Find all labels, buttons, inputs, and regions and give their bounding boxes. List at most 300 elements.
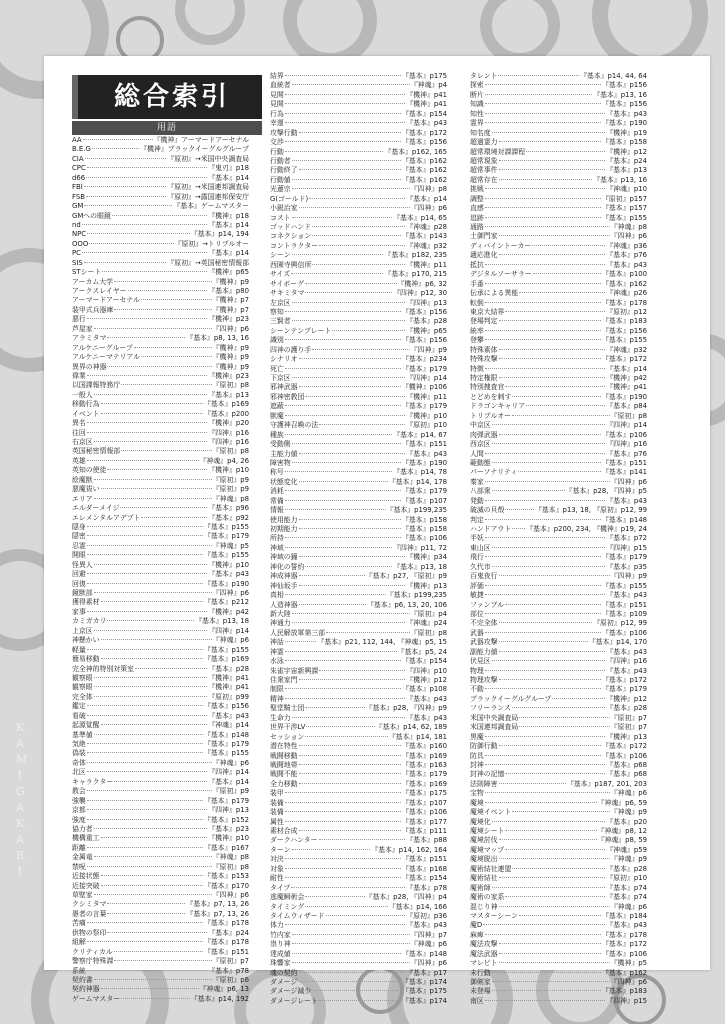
dot-leader — [299, 519, 401, 520]
index-reference: 『神魂』p4 — [410, 81, 447, 90]
dot-leader — [94, 479, 212, 480]
index-term: 死亡 — [270, 364, 284, 373]
dot-leader — [299, 679, 406, 680]
index-entry — [470, 563, 647, 572]
index-reference: 『機神』p65 — [208, 268, 249, 277]
dot-leader — [82, 224, 208, 225]
index-reference: 『基本』p155 — [203, 749, 249, 758]
index-entry — [470, 317, 647, 326]
index-entry — [270, 704, 447, 713]
index-term: サイボーグ — [270, 279, 304, 288]
index-reference: 『原初』p36 — [406, 911, 447, 920]
dot-leader — [485, 103, 601, 104]
dot-leader — [305, 566, 392, 567]
dot-leader — [312, 226, 405, 227]
index-entry — [470, 685, 647, 694]
index-reference: 『基本』p179 — [401, 364, 447, 373]
dot-leader — [485, 1000, 606, 1001]
index-entry — [72, 825, 249, 834]
index-entry — [72, 278, 249, 287]
index-entry — [270, 818, 447, 827]
index-term: 観察眼 — [72, 683, 93, 692]
index-term: 組解 — [72, 938, 86, 947]
dot-leader — [526, 405, 605, 406]
index-reference: 『機神』p10 — [208, 560, 249, 569]
index-term: 神通力 — [270, 619, 291, 628]
dot-leader — [485, 792, 610, 793]
index-reference: 『基本』p175 — [401, 789, 447, 798]
index-reference: 『基本』p160 — [401, 742, 447, 751]
dot-leader — [505, 386, 605, 387]
index-term: 魔境脱出 — [470, 855, 498, 864]
index-term: キャラクター — [72, 777, 114, 786]
index-reference: 『四神』p14 — [208, 626, 249, 635]
dot-leader — [492, 490, 565, 491]
index-reference: 『基本』p151 — [601, 600, 647, 609]
index-reference: 『基本』p13, 16 — [593, 175, 647, 184]
index-term: 属性 — [270, 817, 284, 826]
index-reference: 『基本』p43 — [606, 496, 647, 505]
index-term: 麻痺 — [470, 930, 484, 939]
dot-leader — [87, 941, 203, 942]
index-term: 西京区 — [470, 440, 491, 449]
dot-leader — [101, 658, 203, 659]
index-term: トリプルオー — [470, 411, 512, 420]
index-term: タイミング — [270, 902, 305, 911]
index-entry — [270, 270, 447, 279]
index-term: 伝承による異能 — [470, 289, 519, 298]
index-entry — [72, 495, 249, 504]
index-term: 断片 — [470, 90, 484, 99]
index-entry — [270, 100, 447, 109]
index-reference: 『四神』p16 — [606, 440, 647, 449]
dot-leader — [298, 981, 400, 982]
index-reference: 『基本』p183 — [601, 987, 647, 996]
index-term: 魔境マップ — [470, 845, 505, 854]
index-entry — [270, 204, 447, 213]
index-entry — [470, 931, 647, 940]
dot-leader — [485, 113, 606, 114]
index-entry — [470, 497, 647, 506]
dot-leader — [319, 245, 405, 246]
dot-leader — [499, 679, 601, 680]
index-term: 挑戦 — [470, 185, 484, 194]
index-reference: 『基本』p28 — [208, 664, 249, 673]
index-reference: 『基本』p143 — [401, 232, 447, 241]
index-entry — [270, 251, 447, 260]
index-term: タイムウィザード — [270, 911, 325, 920]
index-term: 下京区 — [270, 374, 291, 382]
index-reference: 『原初』p4 — [410, 609, 447, 618]
dot-leader — [121, 450, 211, 451]
dot-leader — [492, 981, 610, 982]
dot-leader — [326, 632, 410, 633]
index-term: 竹内家 — [270, 930, 291, 939]
index-reference: 『機神』p10 — [208, 834, 249, 843]
dot-leader — [485, 283, 601, 284]
dot-leader — [485, 755, 601, 756]
index-term: 戦闘不能 — [270, 770, 298, 779]
index-reference: 『基本』p156 — [401, 307, 447, 316]
index-term: 小鋭治家 — [270, 204, 298, 213]
index-term: 新大陸 — [270, 609, 291, 618]
dot-leader — [107, 913, 185, 914]
index-term: 知性 — [470, 109, 484, 118]
index-reference: 『機神』p106 — [401, 383, 447, 392]
dot-leader — [112, 215, 207, 216]
dot-leader — [83, 139, 153, 140]
index-reference: 『基本』p100 — [601, 270, 647, 279]
index-entry — [270, 667, 447, 676]
index-reference: 『基本』p154 — [401, 109, 447, 118]
index-reference: 『基本』p162 — [401, 175, 447, 184]
index-reference: 『基本』p148 — [601, 515, 647, 524]
index-reference: 『神魂』p6 — [410, 940, 447, 949]
index-reference: 『基本』p14 — [406, 194, 447, 203]
index-term: 忍霊 — [72, 541, 86, 550]
dot-leader — [519, 717, 609, 718]
index-term: 偉業 — [72, 371, 86, 380]
index-reference: 『基本』p43 — [208, 570, 249, 579]
index-entry — [270, 336, 447, 345]
index-term: 怪異人 — [72, 560, 93, 569]
index-entry — [270, 903, 447, 912]
dot-leader — [485, 122, 601, 123]
dot-leader — [512, 811, 609, 812]
index-reference: 『神魂』p14 — [208, 721, 249, 730]
index-reference: 『神魂』p5 — [212, 541, 249, 550]
index-entry — [470, 289, 647, 298]
dot-leader — [94, 630, 208, 631]
index-entry — [270, 874, 447, 883]
index-reference: 『機神』p34 — [406, 553, 447, 562]
dot-leader — [84, 262, 167, 263]
index-reference: 『原初』p9 — [212, 485, 249, 494]
index-reference: 『原初』p8 — [410, 628, 447, 637]
index-term: 副能力値 — [470, 647, 498, 656]
index-entry — [270, 638, 447, 647]
index-term: SIS — [72, 258, 83, 267]
dot-leader — [94, 394, 208, 395]
index-term: 魔境シート — [470, 827, 505, 835]
index-entry — [470, 648, 647, 657]
dot-leader — [94, 592, 212, 593]
dot-leader — [285, 821, 401, 822]
index-term: 神仙坂手 — [270, 581, 298, 590]
index-reference: 『機神』p13 — [406, 581, 447, 590]
dot-leader — [299, 830, 401, 831]
index-column-2 — [270, 72, 447, 1006]
index-entry — [470, 393, 647, 402]
index-reference: 『基本』p14 — [208, 777, 249, 786]
index-term: 隠密 — [72, 532, 86, 541]
index-entry — [470, 921, 647, 930]
index-term: クシミタマ — [72, 900, 107, 909]
index-term: 神域 — [270, 543, 284, 552]
index-term: カミガカリ — [72, 617, 107, 626]
index-term: 百鬼夜行 — [470, 572, 498, 581]
index-entry — [72, 919, 249, 928]
index-entry — [72, 287, 249, 296]
dot-leader — [305, 396, 405, 397]
index-entry — [72, 429, 249, 438]
dot-leader — [505, 849, 605, 850]
dot-leader — [485, 585, 601, 586]
index-term: 不動 — [470, 685, 484, 694]
index-term: 奇体 — [72, 758, 86, 767]
index-entry — [470, 676, 647, 685]
index-term: 英国秘密情報部 — [72, 447, 121, 456]
index-term: 聖堂騎士団 — [270, 704, 305, 713]
dot-leader — [114, 309, 211, 310]
index-entry — [270, 402, 447, 411]
index-entry — [72, 193, 249, 202]
index-term: 八部衆 — [470, 487, 491, 496]
dot-leader — [285, 811, 401, 812]
index-entry — [270, 148, 447, 157]
index-reference: 『機神』p12 — [406, 676, 447, 684]
dot-leader — [87, 771, 208, 772]
dot-leader — [101, 875, 203, 876]
index-reference: 『基本』p162 — [601, 279, 647, 288]
index-reference: 『基本』p162 — [401, 156, 447, 165]
index-entry — [72, 759, 249, 768]
dot-leader — [87, 743, 203, 744]
dot-leader — [299, 207, 410, 208]
dot-leader — [485, 84, 601, 85]
index-entry — [270, 516, 447, 525]
index-term: 使用能力 — [270, 515, 298, 524]
index-entry — [72, 882, 249, 891]
index-reference: 『基本』p43 — [606, 921, 647, 930]
dot-leader — [332, 330, 405, 331]
dot-leader — [94, 828, 208, 829]
index-reference: 『基本』p14, 181 — [388, 732, 447, 741]
dot-leader — [492, 821, 606, 822]
index-reference: 『原初』→露国連邦保安庁 — [167, 192, 249, 201]
index-entry — [72, 363, 249, 372]
index-entry — [470, 487, 647, 496]
index-entry — [72, 174, 249, 183]
index-term: 情報 — [270, 506, 284, 515]
index-entry — [72, 683, 249, 692]
index-entry — [470, 478, 647, 487]
dot-leader — [87, 432, 208, 433]
dot-leader — [94, 441, 208, 442]
index-term: 中京区 — [470, 421, 491, 430]
dot-leader — [499, 434, 601, 435]
index-entry — [72, 797, 249, 806]
dot-leader — [499, 962, 610, 963]
index-reference: 『基本』p177 — [401, 817, 447, 826]
index-term: 見開 — [270, 90, 284, 99]
index-entry — [270, 553, 447, 562]
index-entry — [470, 836, 647, 845]
dot-leader — [107, 469, 207, 470]
index-term: 行動終了 — [270, 166, 298, 175]
index-term: STシート — [72, 268, 102, 277]
index-entry — [270, 676, 447, 685]
dot-leader — [485, 481, 610, 482]
index-reference: 『基本』p43 — [606, 109, 647, 118]
index-term: 封神の記憶 — [470, 770, 505, 779]
index-reference: 『基本』p155 — [203, 522, 249, 531]
index-entry — [270, 459, 447, 468]
dot-leader — [305, 896, 364, 897]
index-reference: 『基本』p14, 192 — [190, 994, 249, 1003]
index-term: 戦闘移動 — [270, 751, 298, 760]
index-entry — [470, 440, 647, 449]
index-entry — [270, 846, 447, 855]
dot-leader — [86, 196, 166, 197]
index-entry — [72, 391, 249, 400]
index-term: とどめを刺す — [470, 392, 512, 401]
index-reference: 『基本』p156 — [203, 702, 249, 711]
index-entry — [270, 987, 447, 996]
index-entry — [72, 504, 249, 513]
index-entry — [470, 270, 647, 279]
index-entry — [72, 381, 249, 390]
index-entry — [270, 487, 447, 496]
index-entry — [72, 230, 249, 239]
index-entry — [470, 129, 647, 138]
index-term: コネクション — [270, 232, 312, 241]
index-term: OOO — [72, 239, 89, 248]
index-reference: 『基本』p157 — [601, 204, 647, 213]
index-entry — [470, 91, 647, 100]
index-term: 魔術の家系 — [470, 893, 505, 902]
index-reference: 『基本』p199,235 — [386, 591, 447, 600]
index-term: 邪神武器 — [270, 383, 298, 392]
index-term: 鑑定 — [72, 702, 86, 711]
dot-leader — [114, 960, 211, 961]
dot-leader — [299, 481, 388, 482]
dot-leader — [107, 932, 207, 933]
dot-leader — [94, 979, 212, 980]
index-reference: 『基本』p8, 13, 16 — [186, 334, 249, 343]
index-term: GM — [72, 202, 84, 211]
index-reference: 『基本』p106 — [601, 949, 647, 958]
index-entry — [470, 72, 647, 81]
index-term: FSB — [72, 192, 85, 201]
dot-leader — [492, 566, 606, 567]
dot-leader — [485, 94, 592, 95]
index-reference: 『機神』p7 — [212, 305, 249, 314]
dot-leader — [285, 651, 397, 652]
index-term: 評価 — [470, 581, 484, 590]
index-term: 魔境 — [470, 798, 484, 807]
index-entry — [470, 733, 647, 742]
index-reference: 『基本』p7, 13, 26 — [186, 909, 249, 918]
index-entry — [270, 81, 447, 90]
index-entry — [72, 410, 249, 419]
dot-leader — [87, 167, 208, 168]
index-reference: 『四神』p6 — [610, 477, 647, 486]
index-term: 英雄 — [72, 456, 86, 465]
index-entry — [470, 742, 647, 751]
dot-leader — [285, 594, 386, 595]
index-reference: 『基本』p43 — [406, 449, 447, 458]
index-reference: 『原初』p6 — [212, 975, 249, 984]
index-reference: 『機神』p11 — [406, 392, 447, 401]
index-entry — [470, 808, 647, 817]
index-entry — [270, 176, 447, 185]
dot-leader — [285, 868, 401, 869]
dot-leader — [519, 726, 609, 727]
index-reference: 『四神』p14 — [208, 768, 249, 777]
index-reference: 『原初』p157 — [601, 194, 647, 203]
index-term: 往回 — [72, 428, 86, 437]
dot-leader — [285, 368, 401, 369]
dot-leader — [519, 292, 605, 293]
index-term: 魔境化 — [470, 817, 491, 826]
index-term: シーン — [270, 251, 291, 260]
dot-leader — [87, 762, 212, 763]
index-term: 上京区 — [72, 626, 93, 635]
index-reference: 『基本』p14, 62, 189 — [375, 723, 447, 732]
index-reference: 『基本』p14, 194 — [190, 230, 249, 239]
index-term: アルケニーマテリアル — [72, 353, 140, 362]
index-entry — [470, 346, 647, 355]
dot-leader — [87, 790, 212, 791]
index-reference: 『基本』p172 — [601, 355, 647, 364]
index-term: シナリオ — [270, 355, 298, 364]
index-reference: 『原初』p10 — [406, 421, 447, 430]
index-term: 祟り神 — [270, 940, 291, 949]
index-reference: 『神魂』p28 — [406, 223, 447, 231]
index-entry — [470, 308, 647, 317]
index-term: 知識 — [470, 100, 484, 109]
index-entry — [72, 532, 249, 541]
index-reference: 『四神』p12, 30 — [393, 289, 447, 298]
index-reference: 『基本』p155 — [203, 645, 249, 654]
index-term: 武器攻撃 — [470, 638, 498, 647]
index-reference: 『基本』p151 — [203, 947, 249, 956]
dot-leader — [87, 554, 203, 555]
index-reference: 『原初』→英国秘密情報部 — [167, 258, 249, 267]
dot-leader — [505, 311, 605, 312]
index-term: ファンブル — [470, 600, 505, 609]
index-reference: 『四神』p13 — [406, 298, 447, 307]
dot-leader — [107, 903, 185, 904]
index-entry — [72, 957, 249, 966]
index-reference: 『基本』p172 — [601, 676, 647, 684]
dot-leader — [512, 415, 610, 416]
index-term: シーンテンプレート — [270, 326, 332, 335]
index-reference: 『基本』p199,235 — [386, 506, 447, 515]
index-reference: 『基本』p106 — [601, 430, 647, 439]
dot-leader — [499, 858, 610, 859]
index-entry — [270, 723, 447, 732]
index-term: セッション — [270, 732, 305, 741]
index-reference: 『基本』p190 — [601, 392, 647, 401]
dot-leader — [305, 736, 387, 737]
index-reference: 『基本』p169 — [401, 779, 447, 788]
index-reference: 『神魂』p4, 26 — [199, 456, 249, 465]
index-entry — [72, 523, 249, 532]
index-entry — [72, 608, 249, 617]
index-reference: 『基本』p179 — [203, 532, 249, 541]
index-reference: 『機神』p9 — [212, 353, 249, 362]
dot-leader — [326, 915, 406, 916]
index-term: イベント — [72, 409, 100, 418]
index-reference: 『基本』p72 — [606, 534, 647, 543]
index-entry — [72, 674, 249, 683]
dot-leader — [485, 594, 606, 595]
index-entry — [270, 544, 447, 553]
index-term: 特殊攻撃 — [470, 355, 498, 364]
dot-leader — [492, 443, 606, 444]
